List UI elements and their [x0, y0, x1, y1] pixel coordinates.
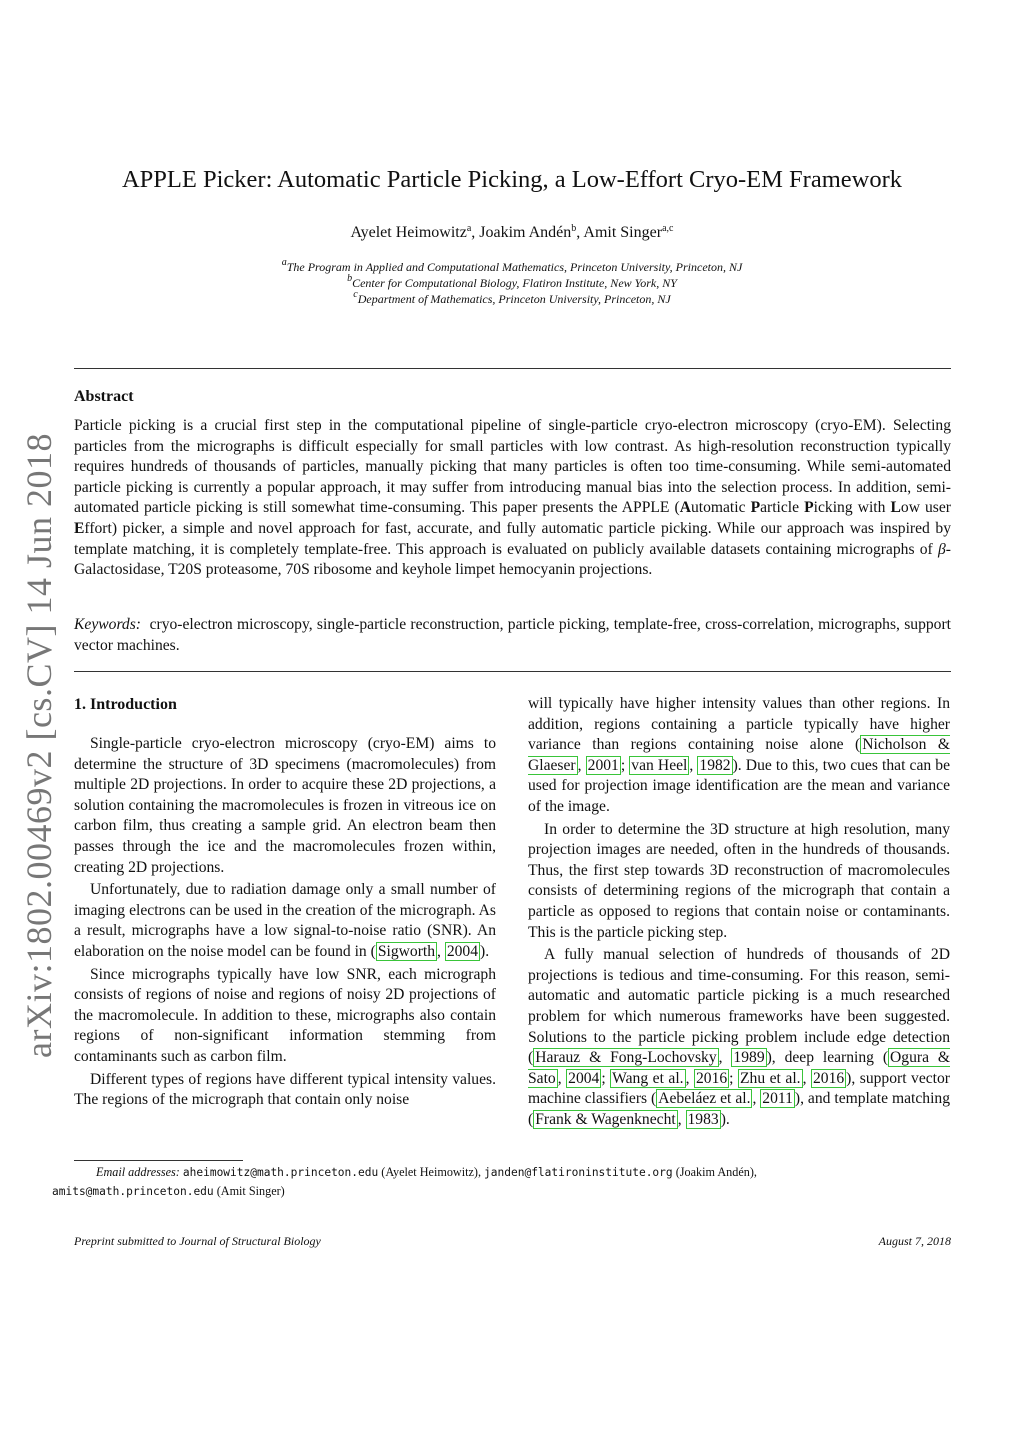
- citation-link[interactable]: 2004: [568, 1069, 600, 1087]
- right-column: [528, 694, 950, 1130]
- preprint-note: Preprint submitted to Journal of Structural Biology: [74, 1234, 321, 1248]
- author-name: Amit Singer: [583, 224, 663, 241]
- section-heading: 1. Introduction: [74, 696, 177, 713]
- paragraph: Different types of regions have different typical intensity values. The regions of the micrograph that contain only noise: [74, 1070, 496, 1109]
- abstract-bottom-rule: [74, 671, 951, 672]
- author-list: Ayelet Heimowitz$^a$, Joakim Andén$^b$, Amit Singer$^{a,c}$: [350, 223, 674, 241]
- affiliation: $^b$Center for Computational Biology, Flatiron Institute, New York, NY: [347, 273, 677, 290]
- footnote-rule: [74, 1160, 243, 1161]
- paragraph: Since micrographs typically have low SNR, each micrograph consists of regions of noise and regions of noisy 2D projections of the macromolecule. In addition to these, micrographs also contain regions of non-significant information stemming from contaminants such as carbon film.: [74, 965, 496, 1065]
- author-affiliation-mark: b: [571, 223, 577, 234]
- citation-link[interactable]: 2016: [695, 1069, 728, 1087]
- keywords-label: Keywords:: [74, 616, 141, 633]
- citation-link[interactable]: Nicholson & Glaeser: [528, 736, 950, 774]
- citation-link[interactable]: 2001: [587, 756, 619, 774]
- citation-link[interactable]: Ogura & Sato: [528, 1049, 950, 1087]
- citation-link[interactable]: 1983: [687, 1110, 719, 1128]
- citation-link[interactable]: 2011: [762, 1090, 793, 1108]
- left-column: [74, 694, 496, 1111]
- citation-link[interactable]: van Heel: [631, 756, 688, 774]
- paragraph: Single-particle cryo-electron microscopy (cryo-EM) aims to determine the structure of 3D specimens (macromolecules) from multiple 2D projections. In order to acquire these 2D projections, a solution containing the macromolecules is frozen in vitreous ice on carbon film, thus creating a sample grid. An electron beam then passes through the ice and the macromolecules frozen within, creating 2D projections.: [74, 735, 496, 876]
- citation-link[interactable]: Aebeláez et al.: [658, 1090, 751, 1108]
- arxiv-identifier-stamp: arXiv:1802.00469v2 [cs.CV] 14 Jun 2018: [19, 433, 59, 1058]
- email-link[interactable]: aheimowitz@math.princeton.edu: [182, 1166, 379, 1179]
- citation-link[interactable]: 1982: [699, 756, 731, 774]
- abstract-heading: Abstract: [74, 388, 134, 405]
- paragraph: In order to determine the 3D structure at high resolution, many projection images are needed, often in the hundreds of thousands. Thus, the first step towards 3D reconstruction of macromolecules consists of determining regions of the micrograph that contain a particle as opposed to regions that contain noise or contaminants. This is the particle picking step.: [528, 820, 950, 941]
- abstract-text: Particle picking is a crucial first step in the computational pipeline of single-particle cryo-electron microscopy (cryo-EM). Selecting particles from the micrographs is difficult especially for small particles with low contrast. As high-resolution reconstruction typically requires hundreds of thousands of particles, manually picking that many particles is often too time-consuming. While semi-automated particle picking is currently a popular approach, it may suffer from introducing manual bias into the selection process. In addition, semi-automated particle picking is still somewhat time-consuming. This paper presents the APPLE (Automatic Particle Picking with Low user Effort) picker, a simple and novel approach for fast, accurate, and fully automatic particle picking. While our approach was inspired by template matching, it is completely template-free. This approach is evaluated on publicly available datasets containing micrographs of β-Galactosidase, T20S proteasome, 70S ribosome and keyhole limpet hemocyanin projections.: [74, 417, 951, 579]
- citation-link[interactable]: Sigworth: [377, 942, 436, 960]
- author-affiliation-mark: a,c: [662, 223, 674, 234]
- citation-link[interactable]: Wang et al.: [612, 1069, 684, 1087]
- citation-link[interactable]: 2004: [446, 942, 478, 960]
- paragraph: Unfortunately, due to radiation damage only a small number of imaging electrons can be used in the creation of the micrograph. As a result, micrographs have a low signal-to-noise ratio (SNR). An elaboration on the noise model can be found in ( Sigworth , 2004 ).: [74, 881, 496, 960]
- citation-link[interactable]: Zhu et al.: [740, 1069, 801, 1087]
- email-link[interactable]: amits@math.princeton.edu: [52, 1185, 214, 1198]
- citation-link[interactable]: 1989: [733, 1049, 765, 1067]
- email-footnote: Email addresses: aheimowitz@math.princeton.edu (Ayelet Heimowitz), janden@flatironinstitute.org (Joakim Andén), amits@math.princeton.edu (Amit Singer): [52, 1165, 757, 1198]
- citation-link[interactable]: Frank & Wagenknecht: [535, 1110, 676, 1128]
- paragraph: A fully manual selection of hundreds of thousands of 2D projections is tedious and time-consuming. For this reason, semi-automatic and automatic particle picking is a much researched problem for which numerous frameworks have been suggested. Solutions to the particle picking problem include edge detection ( Harauz & Fong-Lochovsky , 1989 ), deep learning ( Ogura & Sato , 2004 ; Wang et al. , 2016 ; Zhu et al. , 2016 ), support vector machine classifiers ( Aebeláez et al. , 2011 ), and template matching ( Frank & Wagenknecht , 1983 ).: [528, 946, 951, 1128]
- author-name: Joakim Andén: [479, 224, 572, 241]
- affiliation: $^c$Department of Mathematics, Princeton University, Princeton, NJ: [353, 289, 671, 306]
- keywords: [74, 615, 951, 656]
- footnote-label: Email addresses:: [96, 1165, 180, 1179]
- abstract-top-rule: [74, 368, 951, 369]
- affiliation: $^a$The Program in Applied and Computational Mathematics, Princeton University, Princeton, NJ: [281, 257, 743, 274]
- preprint-date: August 7, 2018: [878, 1234, 951, 1248]
- paper-title: APPLE Picker: Automatic Particle Picking, a Low-Effort Cryo-EM Framework: [121, 166, 902, 193]
- author-affiliation-mark: a: [466, 223, 472, 234]
- paragraph: will typically have higher intensity values than other regions. In addition, regions containing a particle typically have higher variance than regions containing noise alone ( Nicholson & Glaeser , 2001 ; van Heel , 1982 ). Due to this, two cues that can be used for projection image identification are the mean and variance of the image.: [528, 695, 951, 815]
- citation-link[interactable]: Harauz & Fong-Lochovsky: [535, 1049, 717, 1067]
- author-name: Ayelet Heimowitz: [350, 224, 467, 241]
- keywords-text: cryo-electron microscopy, single-particle reconstruction, particle picking, template-free, cross-correlation, micrographs, support vector machines.: [74, 616, 951, 654]
- affiliation-list: [74, 259, 950, 307]
- citation-link[interactable]: 2016: [812, 1069, 845, 1087]
- email-link[interactable]: janden@flatironinstitute.org: [484, 1166, 673, 1179]
